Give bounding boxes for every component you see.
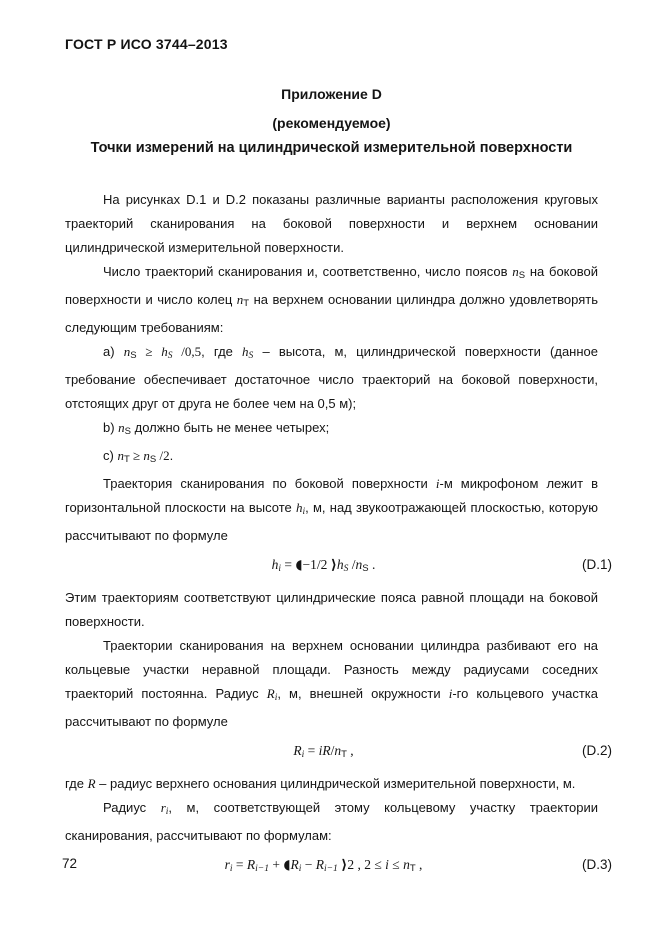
formula-row bbox=[65, 739, 612, 767]
paragraph: Этим траекториям соответствуют цилиндрические пояса равной площади на боковой поверхности. bbox=[65, 590, 598, 629]
formula: Ri = iR/nT , bbox=[293, 743, 354, 760]
appendix-heading: Приложение D bbox=[281, 86, 382, 102]
paragraph: b) nS должно быть не менее четырех; bbox=[103, 420, 330, 437]
paragraph: Траектория сканирования по боковой поверхности i-м микрофоном лежит в горизонтальной плоскости на высоте hi, м, над звукоотражающей плоскостью, которую рассчитывают по формуле bbox=[65, 476, 598, 543]
formula-label: (D.1) bbox=[582, 557, 612, 572]
paragraph: Траектории сканирования на верхнем основании цилиндра разбивают его на кольцевые участки неравной площади. Разность между радиусами соседних траекторий постоянна. Радиус Ri, м, внешней окружности i-го кольцевого участка рассчитывают по формуле bbox=[65, 638, 599, 729]
document-body bbox=[65, 188, 612, 881]
formula-label: (D.3) bbox=[582, 857, 612, 872]
paragraph: Радиус ri, м, соответствующей этому кольцевому участку траектории сканирования, рассчитывают по формулам: bbox=[65, 800, 598, 843]
paragraph: c) nT ≥ nS /2. bbox=[103, 448, 174, 465]
paragraph: На рисунках D.1 и D.2 показаны различные варианты расположения круговых траекторий сканирования на боковой поверхности и верхнем основании цилиндрической измерительной поверхности. bbox=[65, 192, 598, 255]
formula: ri = Ri−1 + ◖Ri − Ri−1 ⟩2 , 2 ≤ i ≤ nT , bbox=[224, 857, 423, 874]
paragraph: Число траекторий сканирования и, соответственно, число поясов nS на боковой поверхности и число колец nT на верхнем основании цилиндра должно удовлетворять следующим требованиям: bbox=[65, 264, 598, 335]
formula-row bbox=[65, 853, 612, 881]
page-number: 72 bbox=[62, 856, 78, 871]
formula-row bbox=[65, 553, 612, 581]
standard-number: ГОСТ Р ИСО 3744–2013 bbox=[65, 36, 228, 52]
formula-label: (D.2) bbox=[582, 743, 612, 758]
paragraph: a) nS ≥ hS /0,5, где hS – высота, м, цилиндрической поверхности (данное требование обеспечивает достаточное число траекторий на боковой поверхности, отстоящих друг от друга не более чем на 0,5 м); bbox=[65, 344, 599, 411]
paragraph: где R – радиус верхнего основания цилиндрической измерительной поверхности, м. bbox=[65, 776, 576, 791]
appendix-title: Точки измерений на цилиндрической измерительной поверхности bbox=[90, 140, 573, 156]
formula: hi = ◖−1/2 ⟩hS /nS . bbox=[271, 557, 376, 574]
appendix-kind: (рекомендуемое) bbox=[272, 115, 391, 131]
